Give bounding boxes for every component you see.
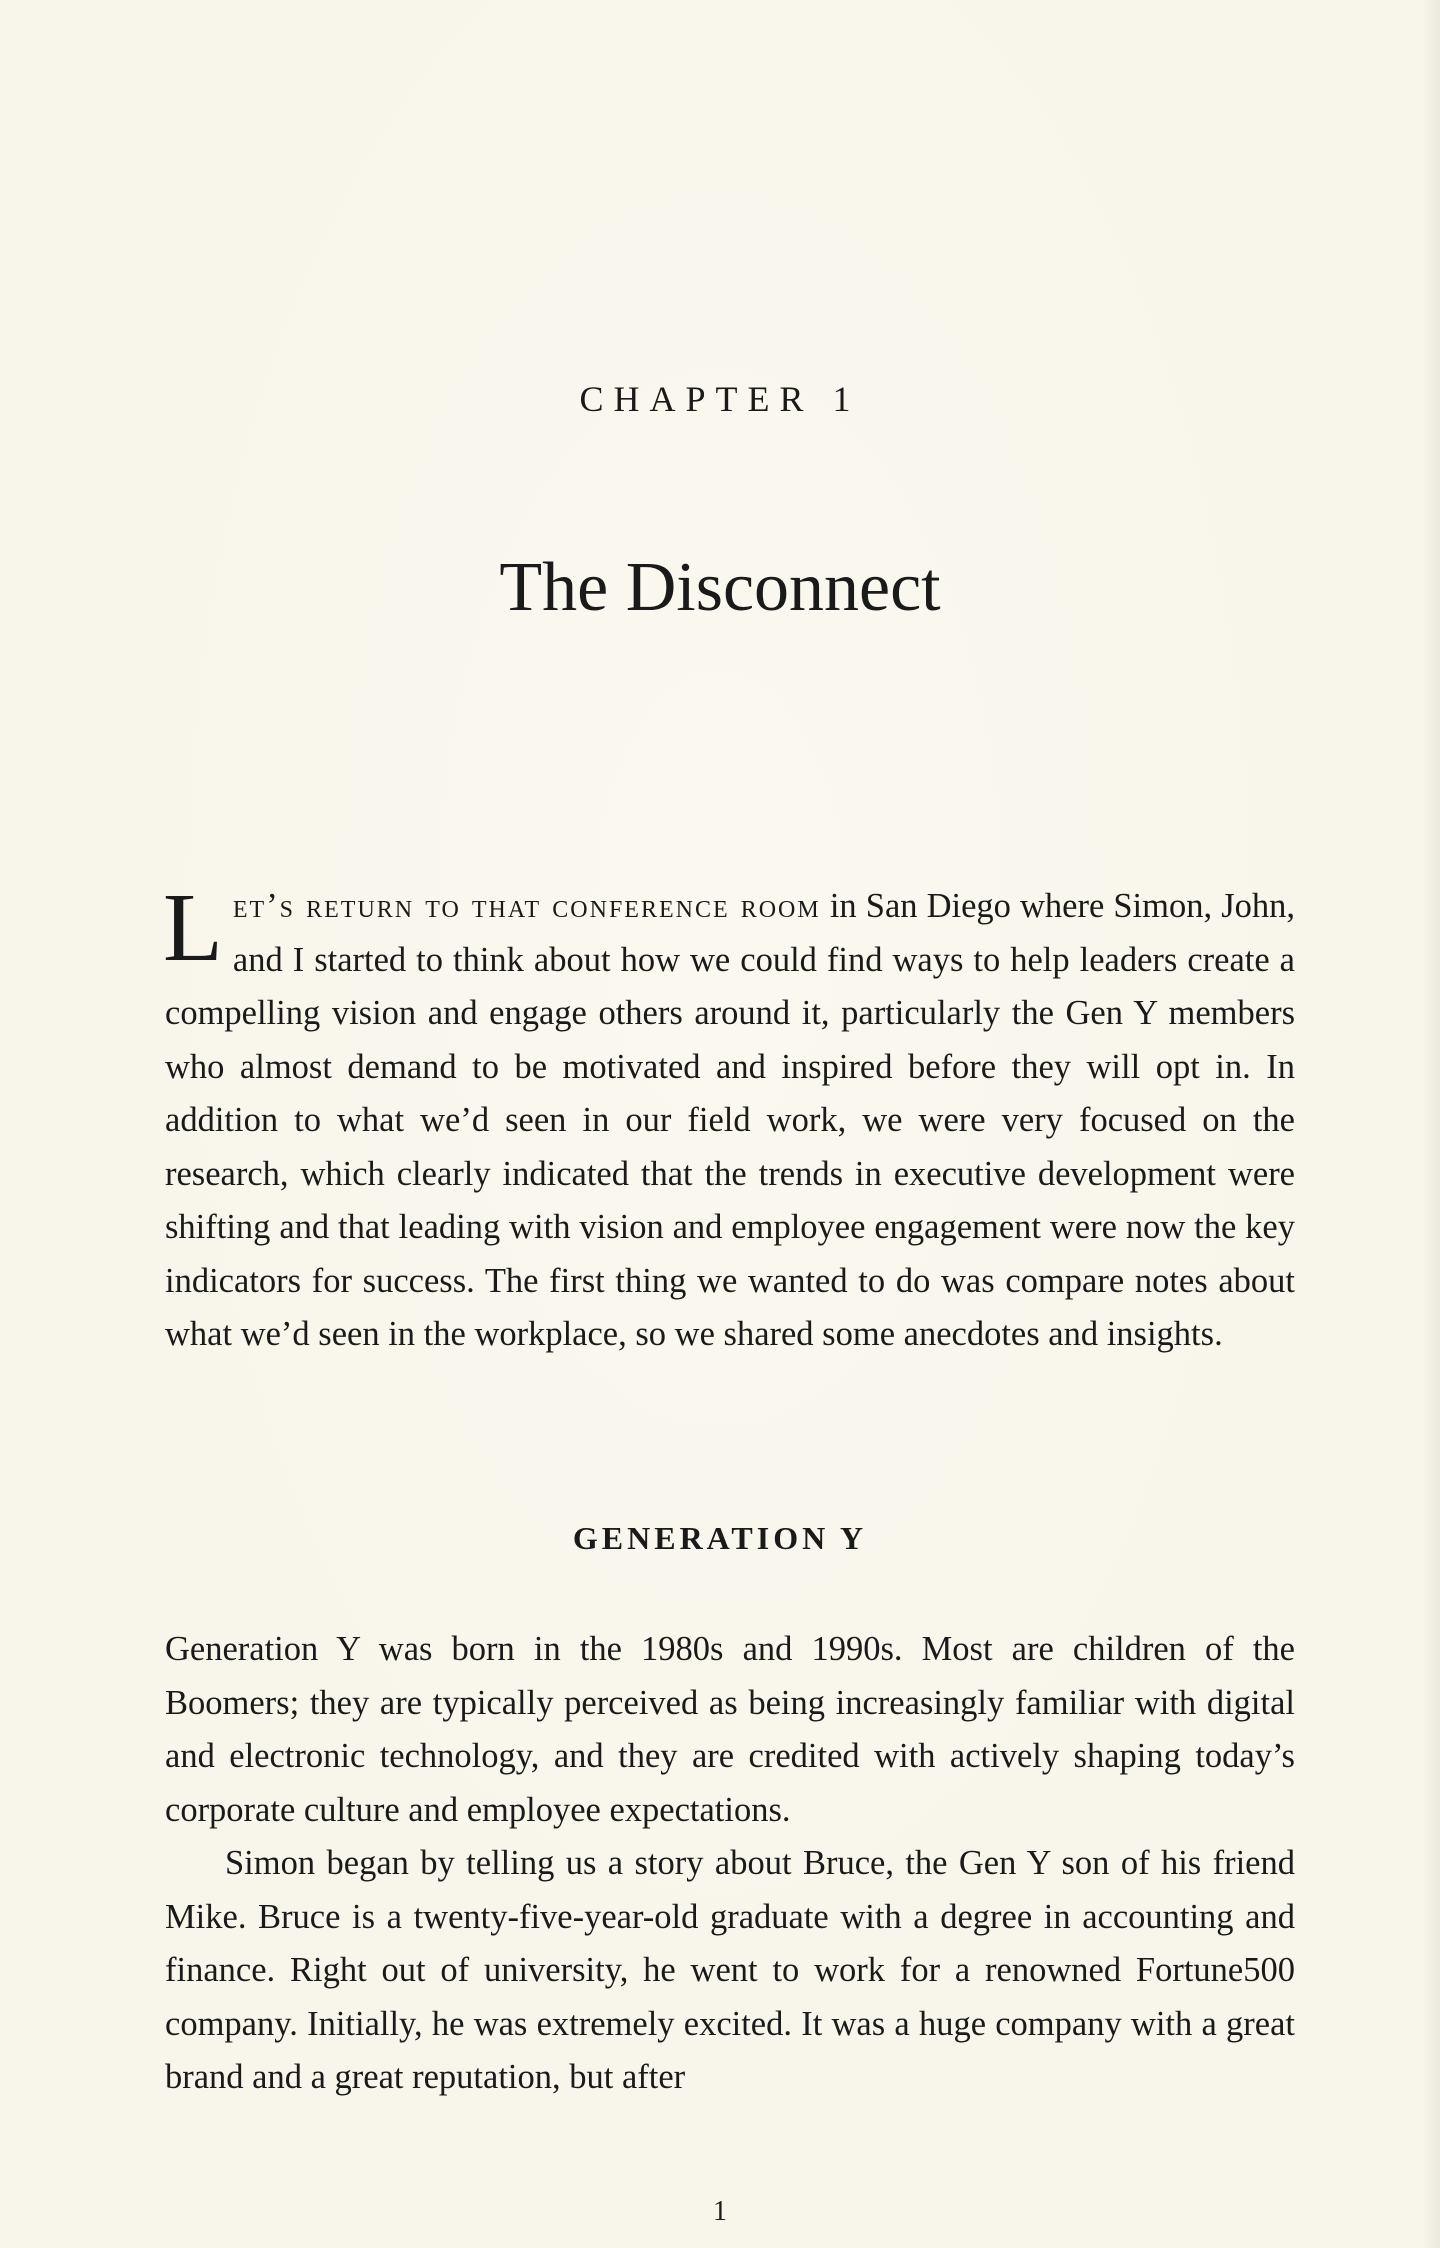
drop-cap: L [163,874,223,982]
small-caps-lead-in: et’s return to that conference room [232,887,821,925]
opening-paragraph [163,874,1295,1362]
section-heading: GENERATION Y [572,1520,868,1556]
page-number: 1 [713,2196,727,2227]
chapter-title: The Disconnect [499,549,941,626]
opening-paragraph-text: in San Diego where Simon, John, and I started to think about how we could find ways to help leaders create a compelling vision and engage others around it, particularly the Gen Y members who almost demand to be motivated and inspired before they will opt in. In addition to what we’d seen in our field work, we were very focused on the research, which clearly indicated that the trends in executive development were shifting and that leading with vision and employee engagement were now the key indicators for success. The first thing we wanted to do was compare notes about what we’d seen in the workplace, so we shared some anecdotes and insights. [165,887,1295,1353]
body-paragraph: Simon began by telling us a story about Bruce, the Gen Y son of his friend Mike. Bruce is a twenty-five-year-old graduate with a degree in accounting and finance. Right out of university, he went to work for a renowned Fortune500 company. Initially, he was extremely excited. It was a huge company with a great brand and a great reputation, but after [165,1844,1295,2096]
chapter-label: CHAPTER 1 [579,379,861,419]
body-paragraph: Generation Y was born in the 1980s and 1990s. Most are children of the Boomers; they are typically perceived as being increasingly familiar with digital and electronic technology, and they are credited with actively shaping today’s corporate culture and employee expectations. [165,1630,1295,1829]
page-edge-shadow [1422,0,1440,2248]
